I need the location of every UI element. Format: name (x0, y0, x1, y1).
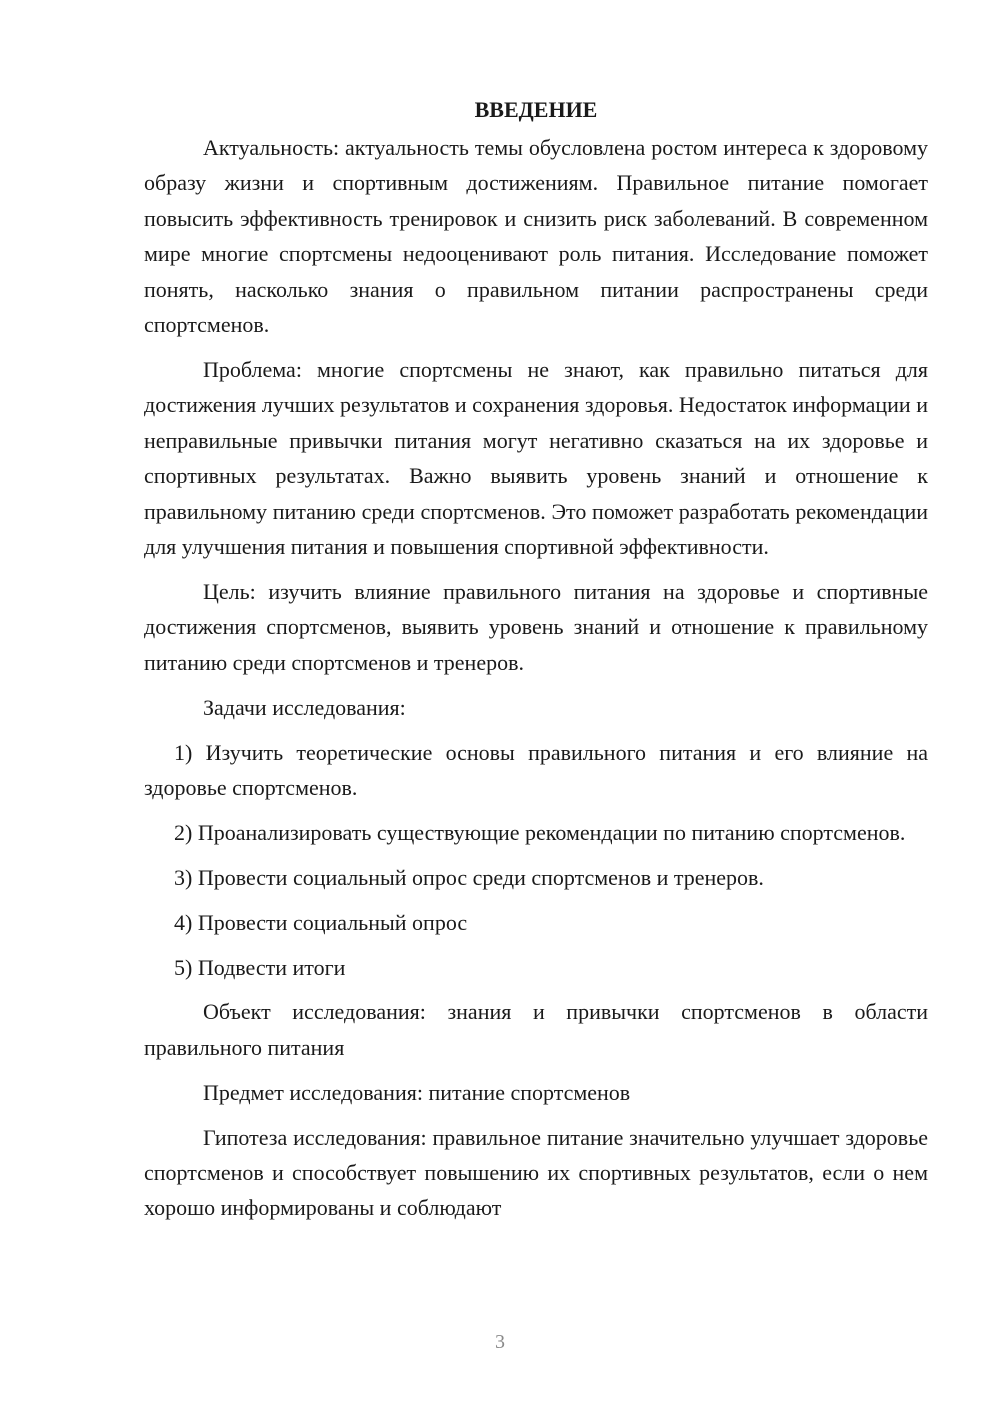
task-item-5: 5) Подвести итоги (174, 954, 346, 980)
task-item-1: 1) Изучить теоретические основы правильного питания и его влияние на здоровье спортсменов. (144, 739, 928, 800)
paragraph-problem: Проблема: многие спортсмены не знают, как правильно питаться для достижения лучших результатов и сохранения здоровья. Недостаток информации и неправильные привычки питания могут негативно сказаться на их здоровье и спортивных результатах. Важно выявить уровень знаний и отношение к правильному питанию среди спортсменов. Это поможет разработать рекомендации для улучшения питания и повышения спортивной эффективности. (144, 356, 928, 559)
paragraph-relevance: Актуальность: актуальность темы обусловлена ростом интереса к здоровому образу жизни и спортивным достижениям. Правильное питание помогает повысить эффективность тренировок и снизить риск заболеваний. В современном мире многие спортсмены недооценивают роль питания. Исследование поможет понять, насколько знания о правильном питании распространены среди спортсменов. (144, 135, 928, 338)
paragraph-subject: Предмет исследования: питание спортсменов (203, 1079, 631, 1105)
page-number: 3 (495, 1331, 505, 1353)
paragraph-hypothesis: Гипотеза исследования: правильное питание значительно улучшает здоровье спортсменов и способствует повышению их спортивных результатов, если о нем хорошо информированы и соблюдают (144, 1124, 928, 1221)
document-page (144, 92, 928, 1235)
task-item-3: 3) Провести социальный опрос среди спортсменов и тренеров. (174, 864, 764, 890)
paragraph-goal: Цель: изучить влияние правильного питания на здоровье и спортивные достижения спортсменов, выявить уровень знаний и отношение к правильному питанию среди спортсменов и тренеров. (144, 578, 928, 675)
page-title: ВВЕДЕНИЕ (474, 97, 598, 122)
task-item-2: 2) Проанализировать существующие рекомендации по питанию спортсменов. (174, 819, 906, 845)
task-item-4: 4) Провести социальный опрос (174, 909, 468, 935)
paragraph-object: Объект исследования: знания и привычки спортсменов в области правильного питания (144, 999, 928, 1060)
paragraph-tasks-title: Задачи исследования: (203, 694, 406, 720)
